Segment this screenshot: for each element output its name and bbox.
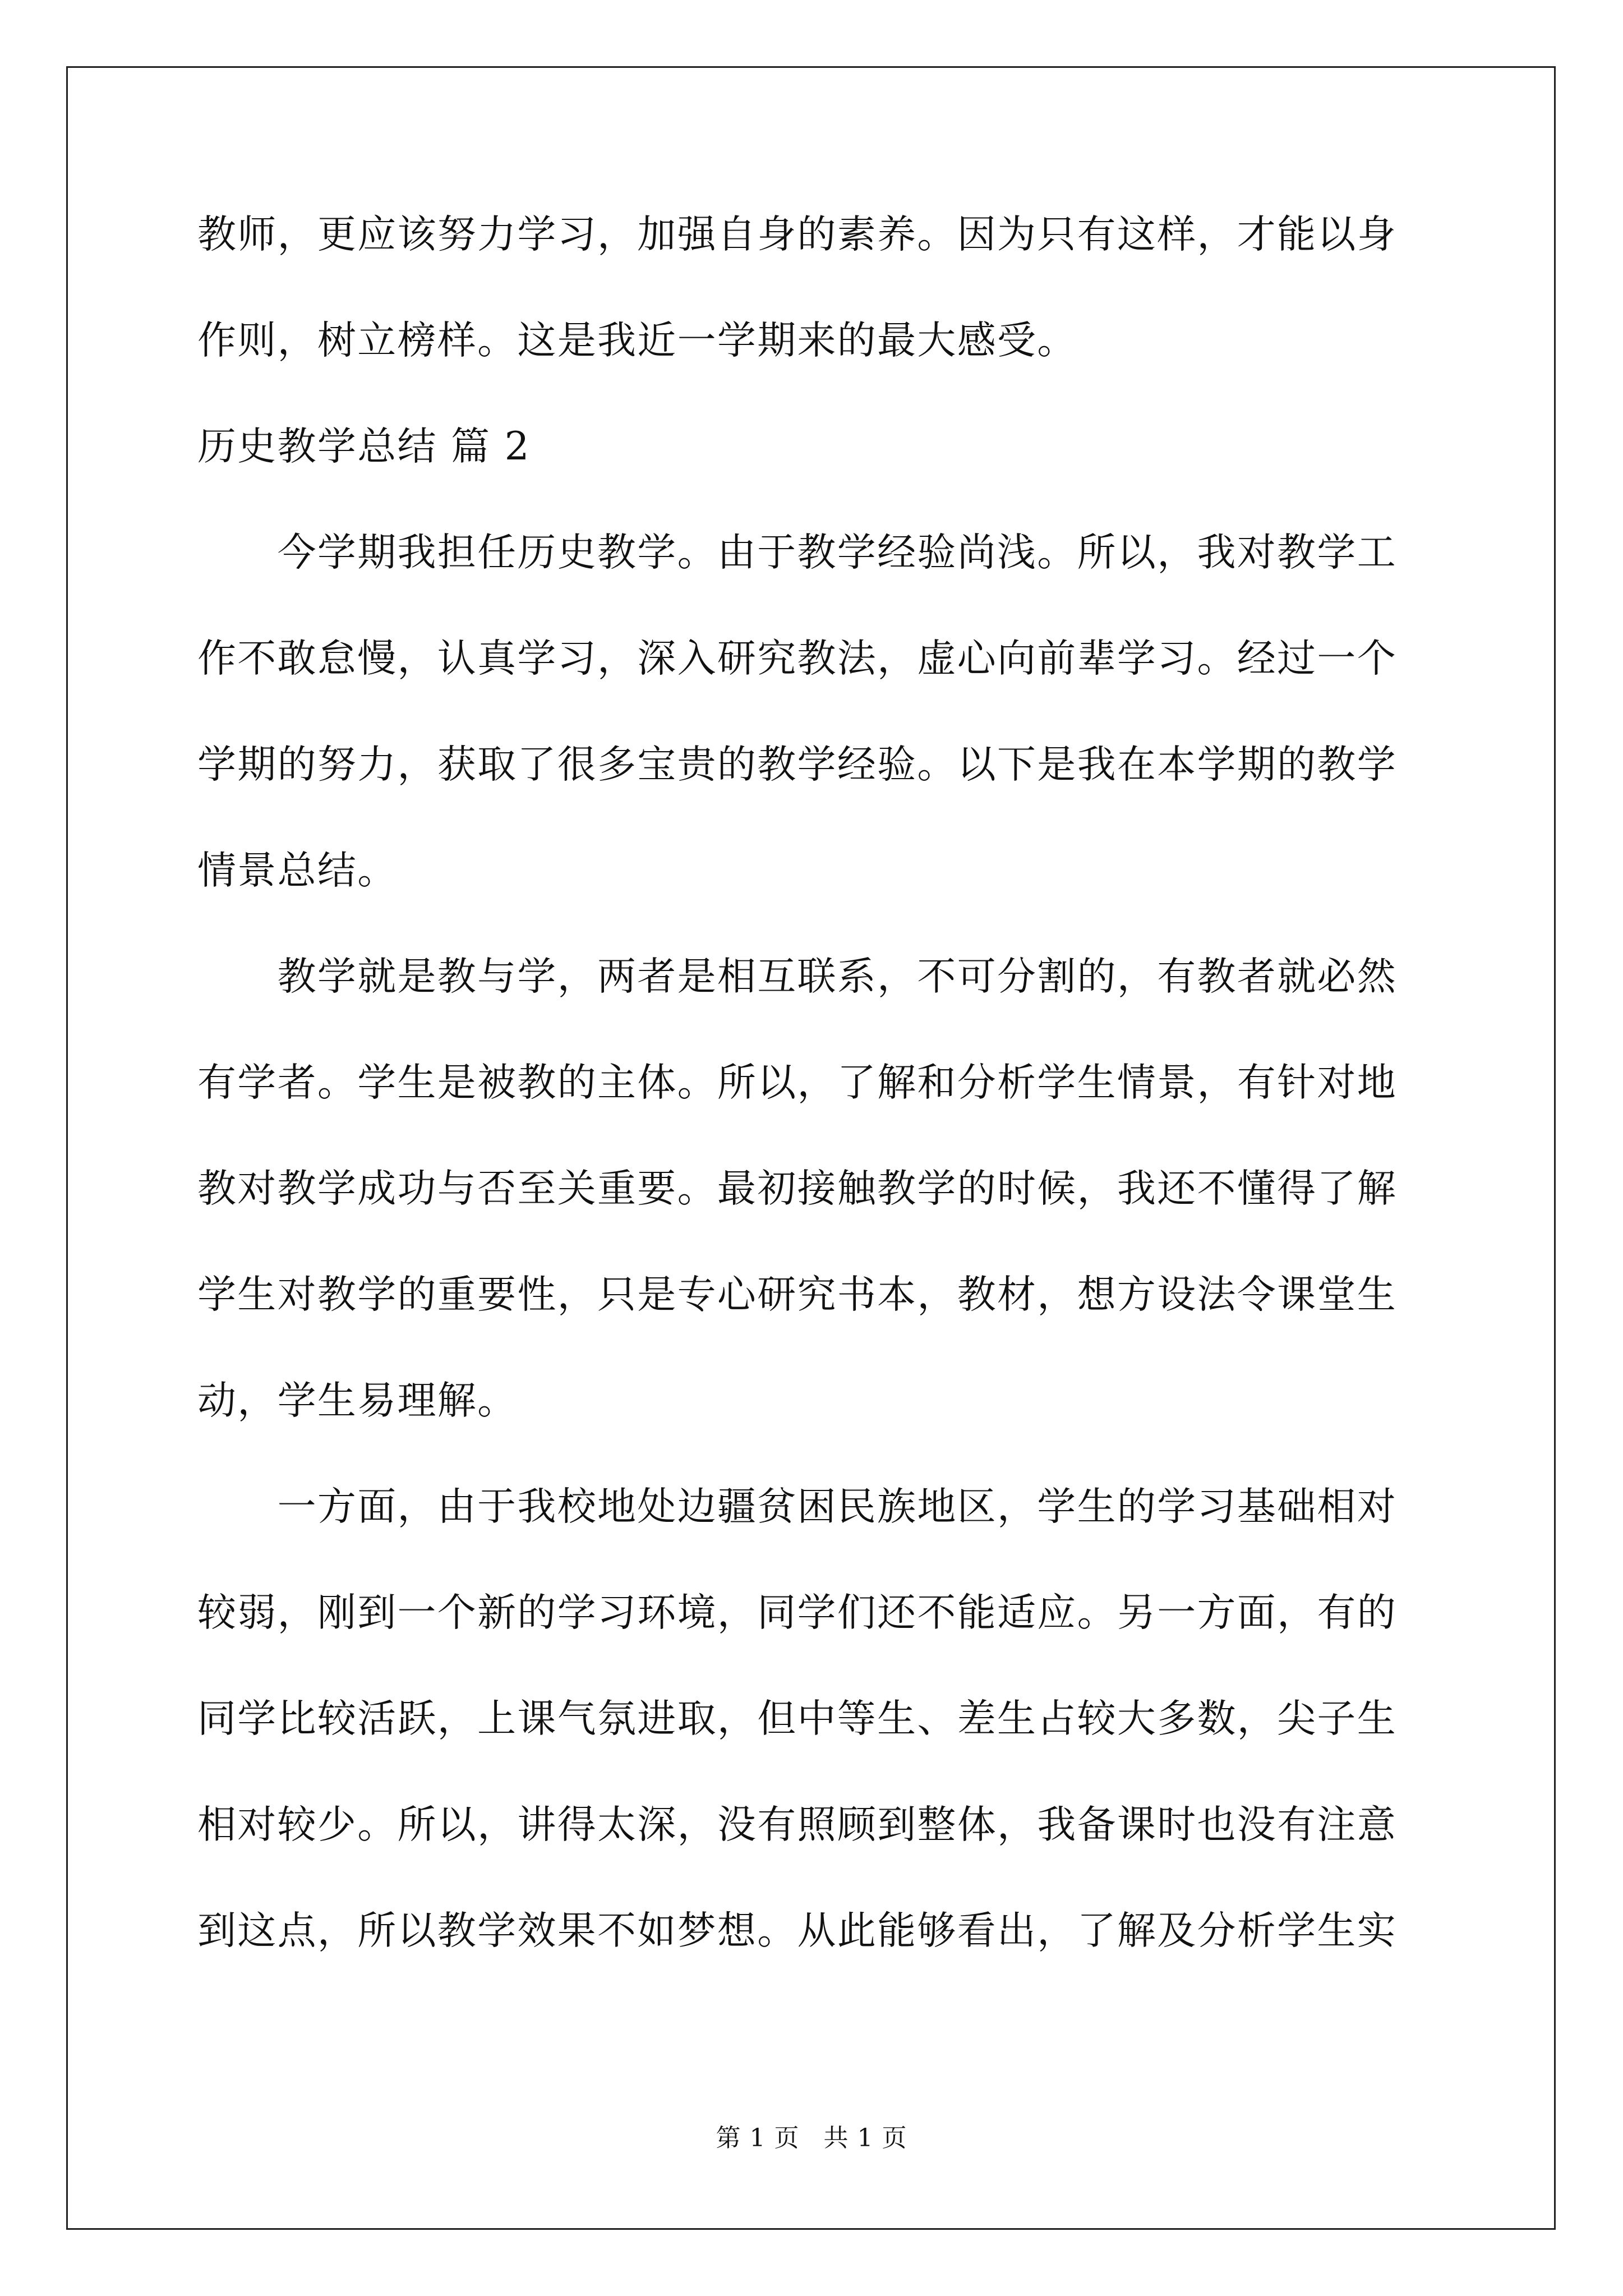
paragraph-line: 到这点，所以教学效果不如梦想。从此能够看出，了解及分析学生实 (197, 1908, 1397, 1953)
page-number-total: 共 1 页 (823, 2124, 907, 2152)
paragraph-line: 有学者。学生是被教的主体。所以，了解和分析学生情景，有针对地 (197, 1060, 1397, 1105)
paragraph-line: 教师，更应该努力学习，加强自身的素养。因为只有这样，才能以身 (197, 212, 1397, 257)
paragraph-line: 学期的努力，获取了很多宝贵的教学经验。以下是我在本学期的教学 (197, 742, 1397, 787)
page-number-current: 第 1 页 (716, 2124, 800, 2152)
page-footer (0, 2122, 1623, 2155)
paragraph-line: 动，学生易理解。 (197, 1378, 518, 1423)
paragraph-line: 教学就是教与学，两者是相互联系，不可分割的，有教者就必然 (197, 954, 1397, 999)
paragraph-line: 一方面，由于我校地处边疆贫困民族地区，学生的学习基础相对 (197, 1484, 1397, 1529)
paragraph-line: 同学比较活跃，上课气氛进取，但中等生、差生占较大多数，尖子生 (197, 1696, 1397, 1741)
paragraph-line: 作则，树立榜样。这是我近一学期来的最大感受。 (197, 318, 1077, 363)
paragraph-line: 作不敢怠慢，认真学习，深入研究教法，虚心向前辈学习。经过一个 (197, 636, 1397, 681)
paragraph-line: 教对教学成功与否至关重要。最初接触教学的时候，我还不懂得了解 (197, 1166, 1397, 1211)
paragraph-line: 今学期我担任历史教学。由于教学经验尚浅。所以，我对教学工 (197, 530, 1397, 575)
paragraph-line: 学生对教学的重要性，只是专心研究书本，教材，想方设法令课堂生 (197, 1272, 1397, 1317)
section-heading: 历史教学总结 篇 2 (197, 424, 531, 469)
paragraph-line: 较弱，刚到一个新的学习环境，同学们还不能适应。另一方面，有的 (197, 1590, 1397, 1635)
paragraph-line: 情景总结。 (197, 848, 398, 893)
paragraph-line: 相对较少。所以，讲得太深，没有照顾到整体，我备课时也没有注意 (197, 1802, 1397, 1847)
